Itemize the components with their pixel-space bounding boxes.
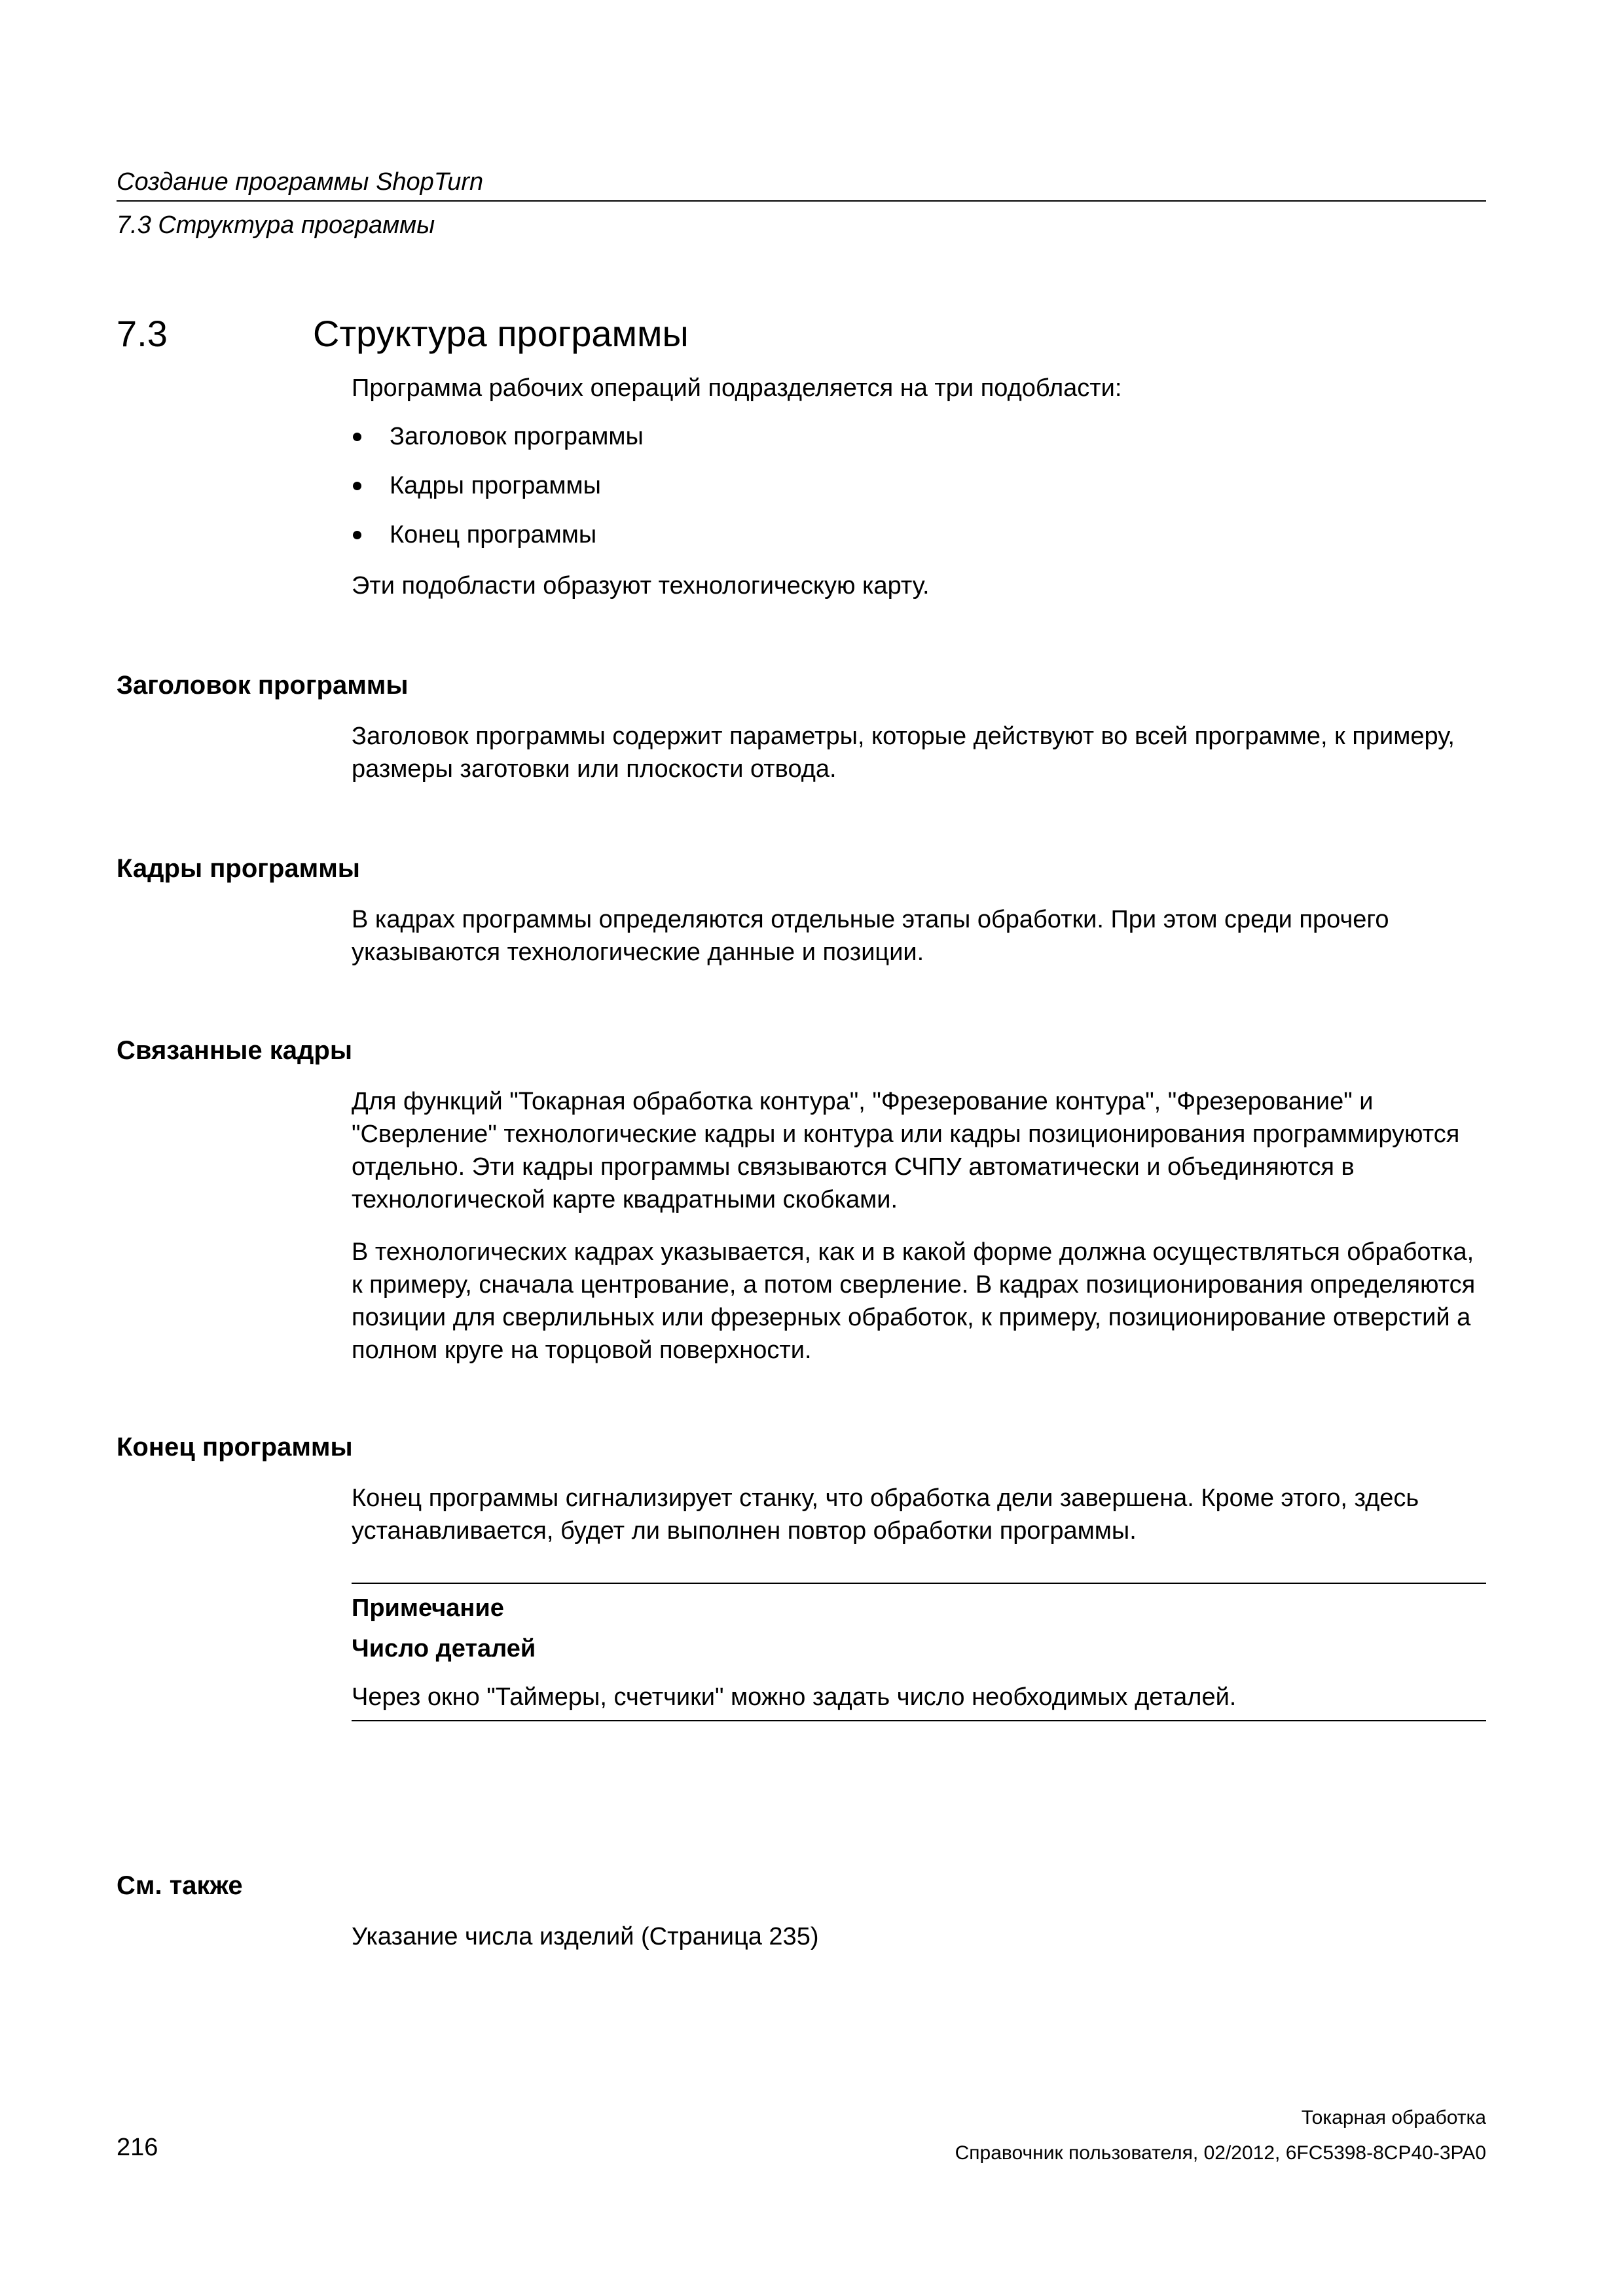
linked-blocks-para1: Для функций "Токарная обработка контура", "Фрезерование контура", "Фрезерование" и "Сверление" технологические кадры и контура или кадры позиционирования программируются отдельно. Эти кадры программы связываются СЧПУ автоматически и объединяются в технологической карте квадратными скобками. xyxy=(352,1088,1460,1213)
note-text: Через окно "Таймеры, счетчики" можно задать число необходимых деталей. xyxy=(352,1683,1237,1711)
linked-blocks-para2: В технологических кадрах указывается, как и в какой форме должна осуществляться обработка, к примеру, сначала центрование, а потом сверление. В кадрах позиционирования определяются позиции для сверлильных или фрезерных обработок, к примеру, позиционирование отверстий а полном круге на торцовой поверхности. xyxy=(352,1238,1476,1364)
header-divider xyxy=(117,200,1486,202)
bullet-icon xyxy=(353,531,361,539)
running-header-section: 7.3 Структура программы xyxy=(117,211,435,239)
note-top-rule xyxy=(352,1583,1486,1584)
program-blocks-heading: Кадры программы xyxy=(117,854,360,883)
bullet-icon xyxy=(353,433,361,441)
note-title: Число деталей xyxy=(352,1635,536,1662)
footer-doc-info: Справочник пользователя, 02/2012, 6FC5398-8CP40-3PA0 xyxy=(955,2142,1486,2164)
intro-outro: Эти подобласти образуют технологическую карту. xyxy=(352,572,930,600)
section-title: Структура программы xyxy=(313,313,689,354)
section-number: 7.3 xyxy=(117,313,168,354)
program-end-heading: Конец программы xyxy=(117,1433,353,1462)
linked-blocks-heading: Связанные кадры xyxy=(117,1036,352,1065)
note-label: Примечание xyxy=(352,1594,504,1622)
page-number: 216 xyxy=(117,2134,158,2161)
program-header-heading: Заголовок программы xyxy=(117,671,409,700)
intro-text: Программа рабочих операций подразделяется на три подобласти: xyxy=(352,374,1122,402)
footer-book-title: Токарная обработка xyxy=(1301,2107,1486,2128)
see-also-link[interactable]: Указание числа изделий (Страница 235) xyxy=(352,1923,819,1950)
subareas-list xyxy=(352,420,644,567)
list-item: Конец программы xyxy=(352,518,644,551)
list-item: Заголовок программы xyxy=(352,420,644,453)
program-header-text: Заголовок программы содержит параметры, которые действуют во всей программе, к примеру, размеры заготовки или плоскости отвода. xyxy=(352,723,1455,783)
list-item: Кадры программы xyxy=(352,469,644,502)
program-end-text: Конец программы сигнализирует станку, что обработка дели завершена. Кроме этого, здесь устанавливается, будет ли выполнен повтор обработки программы. xyxy=(352,1484,1419,1545)
see-also-heading: См. также xyxy=(117,1871,243,1900)
note-bottom-rule xyxy=(352,1720,1486,1721)
running-header-chapter: Создание программы ShopTurn xyxy=(117,168,484,196)
bullet-icon xyxy=(353,482,361,490)
program-blocks-text: В кадрах программы определяются отдельные этапы обработки. При этом среди прочего указываются технологические данные и позиции. xyxy=(352,906,1389,966)
